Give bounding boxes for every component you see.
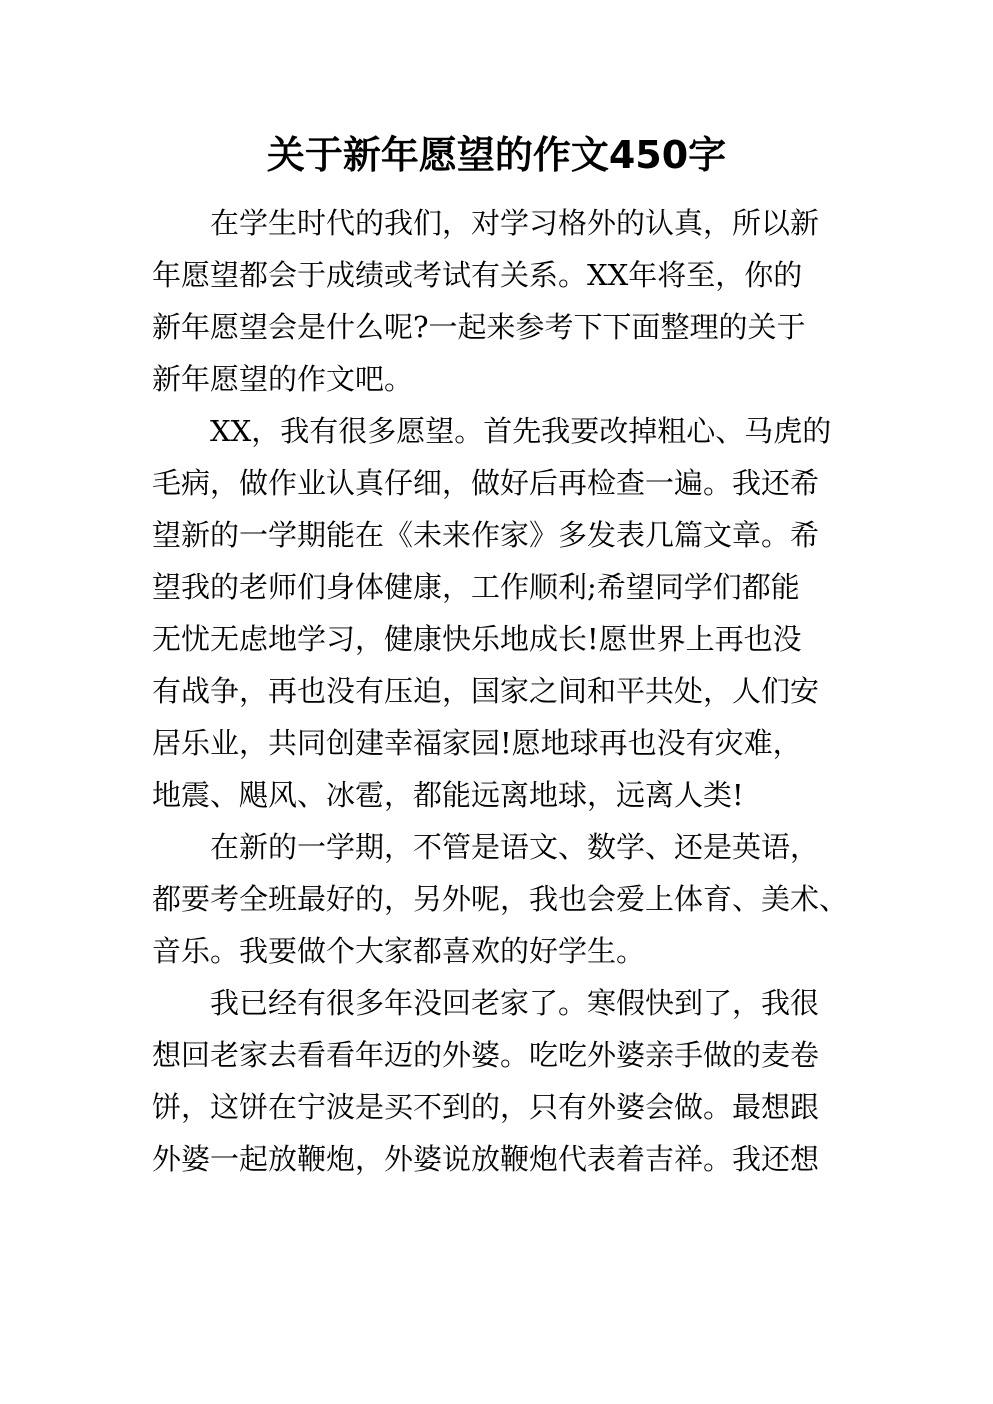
text-line: 在学生时代的我们，对学习格外的认真，所以新 <box>210 206 820 240</box>
text-line: 望新的一学期能在《未来作家》多发表几篇文章。希 <box>152 518 820 552</box>
text-line: 都要考全班最好的，另外呢，我也会爱上体育、美术、 <box>152 882 849 916</box>
text-line: 有战争，再也没有压迫，国家之间和平共处，人们安 <box>152 674 820 708</box>
text-line: 无忧无虑地学习，健康快乐地成长!愿世界上再也没 <box>152 622 802 656</box>
text-line: 新年愿望的作文吧。 <box>152 362 414 396</box>
text-line: 居乐业，共同创建幸福家园!愿地球再也没有灾难， <box>152 726 802 760</box>
text-line: 音乐。我要做个大家都喜欢的好学生。 <box>152 934 646 968</box>
text-line: 地震、飓风、冰雹，都能远离地球，远离人类! <box>152 778 744 812</box>
text-line: XX，我有很多愿望。首先我要改掉粗心、马虎的 <box>210 414 832 448</box>
text-line: 外婆一起放鞭炮，外婆说放鞭炮代表着吉祥。我还想 <box>152 1142 820 1176</box>
text-line: 饼，这饼在宁波是买不到的，只有外婆会做。最想跟 <box>152 1090 820 1124</box>
text-line: 年愿望都会于成绩或考试有关系。XX年将至，你的 <box>152 258 803 292</box>
document-title: 关于新年愿望的作文450字 <box>266 133 727 177</box>
text-line: 我已经有很多年没回老家了。寒假快到了，我很 <box>210 986 820 1020</box>
text-line: 在新的一学期，不管是语文、数学、还是英语， <box>210 830 820 864</box>
text-line: 望我的老师们身体健康，工作顺利;希望同学们都能 <box>152 570 800 604</box>
text-line: 毛病，做作业认真仔细，做好后再检查一遍。我还希 <box>152 466 820 500</box>
text-line: 想回老家去看看年迈的外婆。吃吃外婆亲手做的麦卷 <box>152 1038 820 1072</box>
text-line: 新年愿望会是什么呢?一起来参考下下面整理的关于 <box>152 310 806 344</box>
